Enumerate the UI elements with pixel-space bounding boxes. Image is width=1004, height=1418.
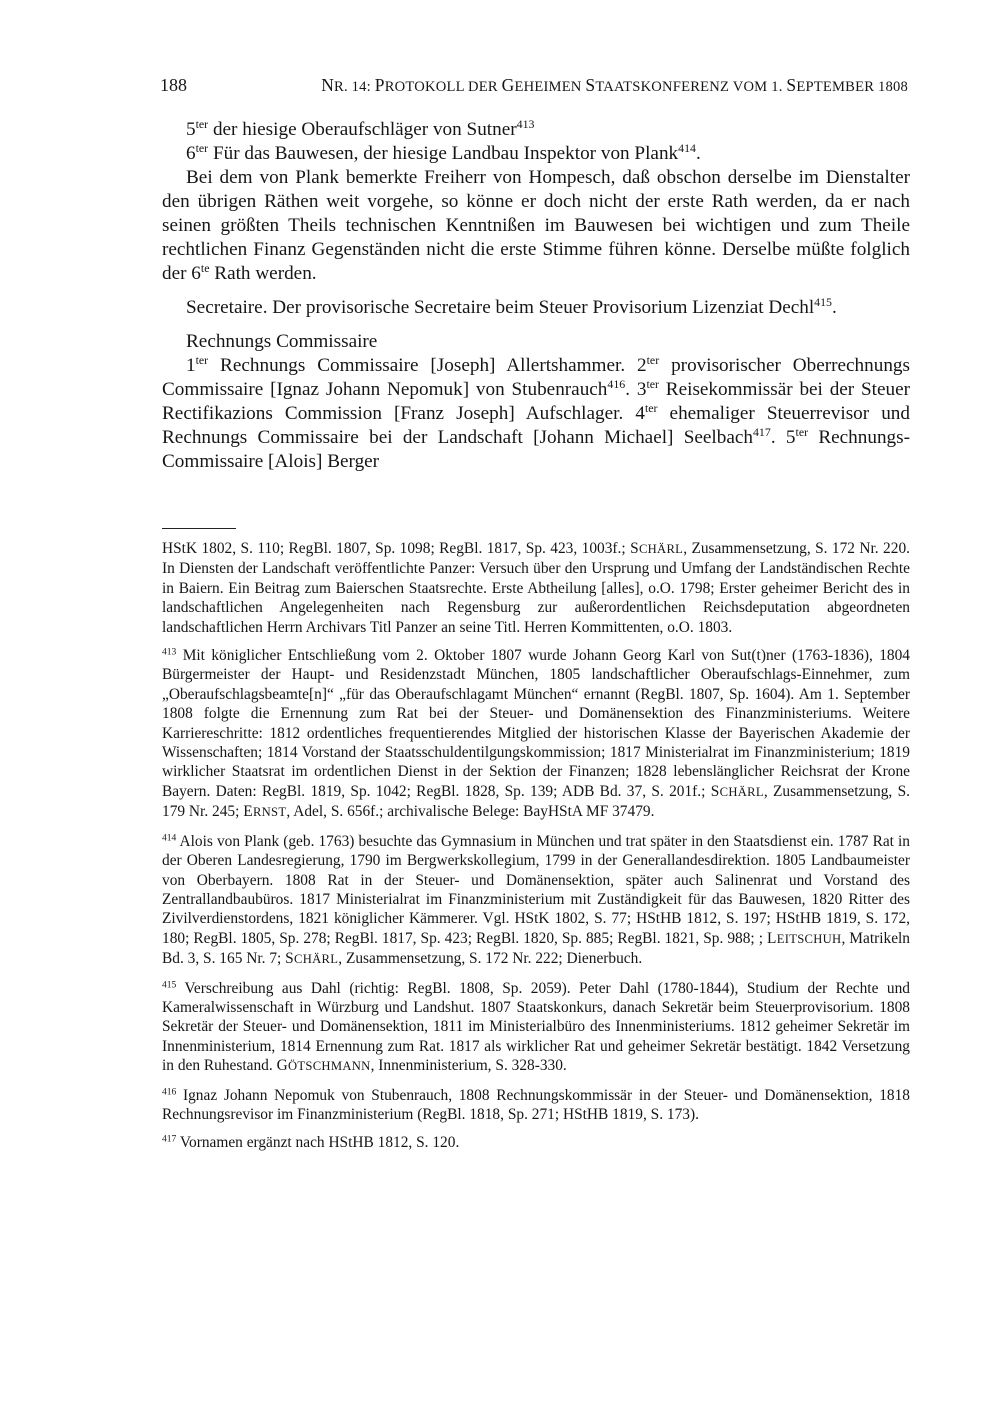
text-run: . 5	[770, 427, 796, 448]
text-run: Für das Bauwesen, der hiesige Landbau Inspektor von Plank	[208, 143, 679, 164]
text-run: CHÄRL	[638, 542, 684, 556]
paragraph-sutner	[162, 118, 910, 142]
text-run: .	[695, 143, 701, 164]
footnote-number: 415	[162, 978, 177, 990]
footnote-413	[162, 646, 910, 823]
text-run: S	[710, 782, 720, 800]
author-name	[285, 952, 338, 966]
text-run: .	[832, 297, 837, 318]
running-title-part: EHEIMEN	[514, 79, 586, 95]
footnote-ref-416[interactable]: 416	[607, 376, 626, 391]
text-run: G	[276, 1057, 288, 1075]
footnote-ref-417[interactable]: 417	[752, 424, 771, 439]
text-run: Rechnungs-Commissaire [Alois] Berger	[162, 427, 911, 472]
footnote-number: 416	[162, 1085, 177, 1097]
text-run: CHÄRL	[719, 784, 764, 799]
footnote-separator	[162, 528, 236, 529]
running-title-part: R. 14:	[334, 79, 375, 95]
text-run: Ignaz Johann Nepomuk von Stubenrauch, 1808 Rechnungskommissär in der Steuer- und Domänensektion, 1818 Rechnungsrevisor im Finanzministerium (RegBl. 1818, Sp. 271; HStHB 1819, S. 173).	[162, 1086, 910, 1123]
running-title-part: N	[321, 75, 335, 95]
text-run: 6	[186, 143, 196, 164]
text-run: CHÄRL	[294, 952, 339, 967]
footnote-number: 413	[162, 646, 177, 658]
author-name	[710, 782, 764, 800]
running-title	[321, 74, 908, 98]
author-name	[766, 929, 842, 947]
text-run: , Zusammensetzung, S. 179 Nr. 245;	[162, 782, 910, 821]
running-title-part: G	[501, 75, 515, 95]
text-run: der hiesige Oberaufschläger von Sutner	[208, 119, 517, 140]
running-title-part: ROTOKOLL DER	[384, 79, 502, 95]
section-heading-rechnungs: Rechnungs Commissaire	[186, 331, 378, 352]
ordinal-suffix: te	[200, 260, 210, 275]
text-run: Verschreibung aus Dahl (richtig: RegBl. 1808, Sp. 2059). Peter Dahl (1780-1844), Studium der Rechte und Kameralwissenschaft in Würzburg und Landshut. 1807 Staatskonkurs, danach Sekretär beim Steuerprovisorium. 1808 Sekretär der Steuer- und Domänensektion, 1811 im Ministerialbüro des Innenministeriums. 1812 geheimer Sekretär im Innenministerium, 1814 Ernennung zum Rat. 1817 als wirklicher Rat und geheimer Sekretär bestätigt. 1842 Versetzung in den Ruhestand.	[162, 979, 910, 1075]
footnotes	[162, 539, 910, 1162]
text-run: Bei dem von Plank bemerkte Freiherr von Hompesch, daß obschon derselbe im Dienstalter den übrigen Räthen weit vorgehe, so könne er doch nicht der erste Rath werden, da er nach seinen größten Theils technischen Kenntnißen im Bauwesen bei wichtigen und zum Theile rechtlichen Finanz Gegenständen nicht die erste Stimme führen könne. Derselbe müßte folglich der 6	[162, 167, 910, 284]
text-run: Rechnungs Commissaire [Joseph] Allertshammer. 2	[208, 355, 647, 376]
text-run: L	[766, 929, 777, 947]
author-name	[243, 805, 286, 819]
footnote-414	[162, 832, 910, 970]
text-run: provisorischer Oberrechnungs Commissaire [Ignaz Johann Nepomuk] von Stubenrauch	[162, 355, 910, 400]
text-run: Rath werden.	[209, 263, 317, 284]
text-run: Vornamen ergänzt nach HStHB 1812, S. 120.	[176, 1134, 460, 1152]
text-run: ehemaliger Steuerrevisor und Rechnungs Commissaire bei der Landschaft [Johann Michael] Seelbach	[162, 403, 910, 448]
text-run: S	[630, 540, 639, 557]
running-title-part: P	[374, 75, 385, 95]
text-run: S	[285, 950, 295, 968]
text-run: Alois von Plank (geb. 1763) besuchte das Gymnasium in München und trat später in den Staatsdienst ein. 1787 Rat in der Oberen Landesregierung, 1790 im Bergwerkskollegium, 1799 in der Generallandesdirektion. 1805 Landbaumeister von Oberbayern. 1808 Rat in der Steuer- und Domänensektion, später auch Salinenrat und Vorstand des Zentrallandbaubüros. 1817 Ministerialrat im Finanzministerium mit Zuständigkeit für das Bauwesen, 1820 Ritter des Zivilverdienstordens, 1821 königlicher Kämmerer. Vgl. HStK 1802, S. 77; HStHB 1812, S. 197; HStHB 1819, S. 172, 180; RegBl. 1805, Sp. 278; RegBl. 1817, Sp. 423; RegBl. 1820, Sp. 885; RegBl. 1821, Sp. 988; ;	[162, 832, 910, 947]
footnote-number: 414	[162, 831, 177, 843]
ordinal-suffix: ter	[195, 116, 209, 131]
page-number: 188	[160, 75, 187, 95]
footnote-number: 417	[162, 1133, 177, 1145]
footnote-415	[162, 979, 910, 1077]
text-run: HStK 1802, S. 110; RegBl. 1807, Sp. 1098; RegBl. 1817, Sp. 423, 1003f.;	[162, 540, 631, 557]
ordinal-suffix: ter	[646, 376, 659, 391]
main-text	[162, 118, 910, 474]
paragraph-hompesch	[162, 166, 910, 286]
text-run: , Adel, S. 656f.; archivalische Belege: BayHStA MF 37479.	[286, 803, 655, 821]
text-run: Mit königlicher Entschließung vom 2. Oktober 1807 wurde Johann Georg Karl von Sut(t)ner (1763-1836), 1804 Bürgermeister der Haupt- und Residenzstadt München, 1805 landschaftlicher Oberaufschlags-Einnehmer, zum „Oberaufschlagsbeamte[n]“ „für das Oberaufschlagamt München“ ernannt (RegBl. 1807, Sp. 1604). Am 1. September 1808 folgte die Ernennung zum Rat bei der Steuer- und Domänensektion des Finanzministeriums. Weitere Karriereschritte: 1812 ordentliches frequentierendes Mitglied der historischen Klasse der Bayerischen Akademie der Wissenschaften; 1814 Vorstand der Staatsschuldentilgungskommission; 1817 Ministerialrat im Finanzministerium; 1819 wirklicher Staatsrat im ordentlichen Dienst in der Sektion der Finanzen; 1828 lebenslänglicher Reichsrat der Krone Bayern. Daten: RegBl. 1819, Sp. 1042; RegBl. 1828, Sp. 139; ADB Bd. 37, S. 201f.;	[162, 647, 910, 800]
text-run: EITSCHUH	[776, 931, 842, 946]
text-run: , Zusammensetzung, S. 172 Nr. 222; Dienerbuch.	[338, 950, 643, 968]
paragraph-plank	[162, 142, 910, 166]
footnote-416	[162, 1086, 910, 1125]
running-title-part: EPTEMBER 1808	[796, 79, 908, 95]
footnote-417	[162, 1133, 910, 1152]
footnote-ref-414[interactable]: 414	[678, 140, 696, 155]
author-name	[277, 1059, 371, 1073]
footnote-ref-415[interactable]: 415	[814, 294, 832, 309]
text-run: , Innenministerium, S. 328-330.	[370, 1057, 567, 1075]
paragraph-commissaires	[162, 354, 910, 474]
running-title-part: TAATSKONFERENZ VOM 1.	[595, 79, 787, 95]
text-run: Secretaire. Der provisorische Secretaire beim Steuer Provisorium Lizenziat Dechl	[186, 297, 815, 318]
text-run: , Zusammensetzung, S. 172 Nr. 220. In Diensten der Landschaft veröffentlichte Panzer: Versuch über den Ursprung und Umfang der Landständischen Rechte in Baiern. Ein Beitrag zum Baierschen Staatsrechte. Erste Abtheilung [alles], o.O. 1798; Erster geheimer Bericht des in landschaftlichen Angelegenheiten nach Regensburg zur außerordentlichen Reichsdeputation abgeordneten landschaftlichen Herrn Archivars Titl Panzer an seine Titl. Herren Kommittenten, o.O. 1803.	[162, 540, 910, 636]
running-title-part: S	[786, 75, 797, 95]
text-run: RNST	[252, 805, 287, 820]
ordinal-suffix: ter	[195, 352, 209, 367]
running-title-part: S	[585, 75, 596, 95]
text-run: , Matrikeln Bd. 3, S. 165 Nr. 7;	[162, 929, 910, 968]
text-run: . 3	[625, 379, 647, 400]
text-run: ÖTSCHMANN	[287, 1059, 371, 1074]
author-name	[630, 542, 683, 556]
footnote-ref-413[interactable]: 413	[516, 116, 535, 131]
ordinal-suffix: ter	[644, 400, 658, 415]
ordinal-suffix: ter	[795, 424, 809, 439]
ordinal-suffix: ter	[195, 140, 209, 155]
footnote-continued	[162, 539, 910, 637]
text-run: 1	[186, 355, 196, 376]
text-run: E	[243, 803, 253, 821]
text-run: Reisekommissär bei der Steuer Rectifikazions Commission [Franz Joseph] Aufschlager. 4	[162, 379, 911, 424]
paragraph-secretaire	[162, 296, 910, 320]
ordinal-suffix: ter	[646, 352, 660, 367]
text-run: 5	[186, 119, 196, 140]
